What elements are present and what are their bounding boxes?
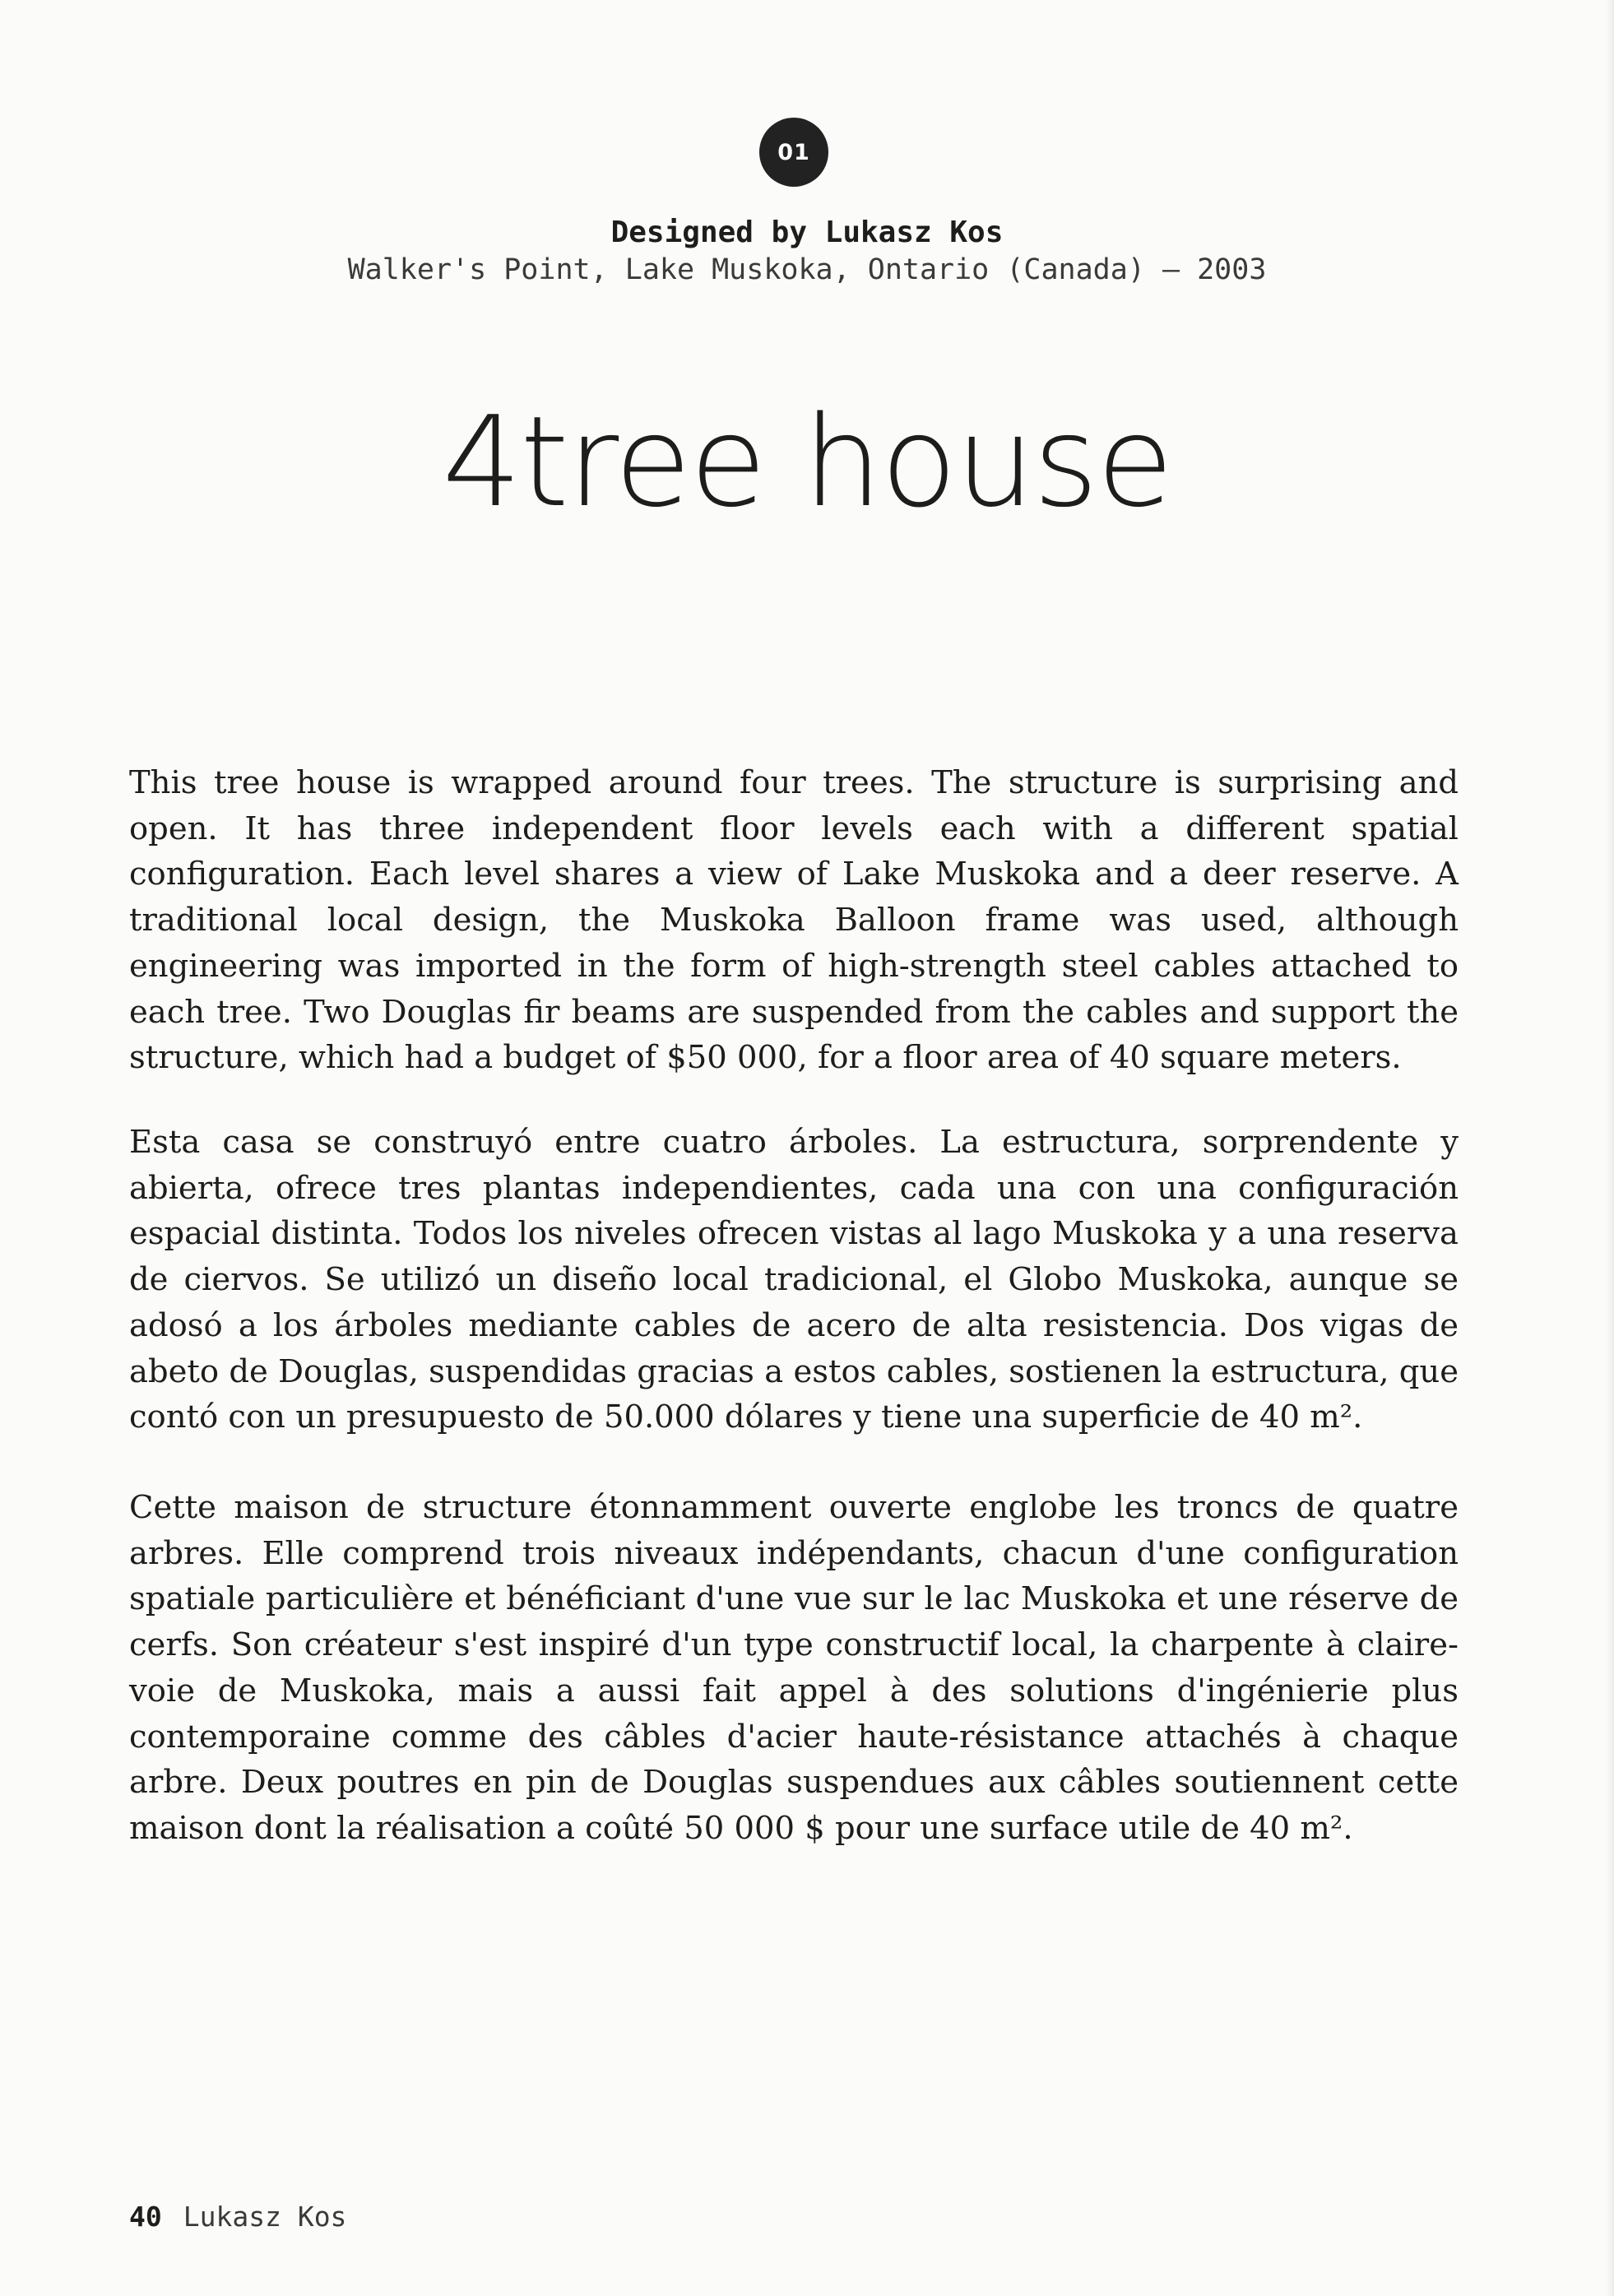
project-location: Walker's Point, Lake Muskoka, Ontario (Canada) — 2003: [347, 253, 1267, 286]
project-title: 4tree house: [442, 389, 1172, 535]
description-spanish: Esta casa se construyó entre cuatro árboles. La estructura, sorprendente y abierta, ofrece tres plantas independientes, cada una con una configuración espacial distinta. Todos los niveles ofrecen vistas al lago Muskoka y a una reserva de ciervos. Se utilizó un diseño local tradicional, el Globo Muskoka, aunque se adosó a los árboles mediante cables de acero de alta resistencia. Dos vigas de abeto de Douglas, suspendidas gracias a estos cables, sostienen la estructura, que contó con un presupuesto de 50.000 dólares y tiene una superficie de 40 m².: [129, 1124, 1459, 1436]
project-number-badge: 01: [759, 118, 828, 187]
description-english: This tree house is wrapped around four trees. The structure is surprising and open. It has three independent floor levels each with a different spatial configuration. Each level shares a view of Lake Muskoka and a deer reserve. A traditional local design, the Muskoka Balloon frame was used, although engineering was imported in the form of high-strength steel cables attached to each tree. Two Douglas fir beams are suspended from the cables and support the structure, which had a budget of $50 000, for a floor area of 40 square meters.: [129, 764, 1459, 1077]
page-edge-shadow: [1606, 0, 1614, 2296]
footer-author: Lukasz Kos: [183, 2201, 347, 2233]
designer-credit: Designed by Lukasz Kos: [610, 216, 1004, 249]
page-footer: [129, 2201, 346, 2233]
page-number: 40: [129, 2201, 162, 2233]
description-french: Cette maison de structure étonnamment ouverte englobe les troncs de quatre arbres. Elle comprend trois niveaux indépendants, chacun d'une configuration spatiale particulière et bénéficiant d'une vue sur le lac Muskoka et une réserve de cerfs. Son créateur s'est inspiré d'un type constructif local, la charpente à claire-voie de Muskoka, mais a aussi fait appel à des solutions d'ingénierie plus contemporaine comme des câbles d'acier haute-résistance attachés à chaque arbre. Deux poutres en pin de Douglas suspendues aux câbles soutiennent cette maison dont la réalisation a coûté 50 000 $ pour une surface utile de 40 m².: [129, 1489, 1459, 1847]
